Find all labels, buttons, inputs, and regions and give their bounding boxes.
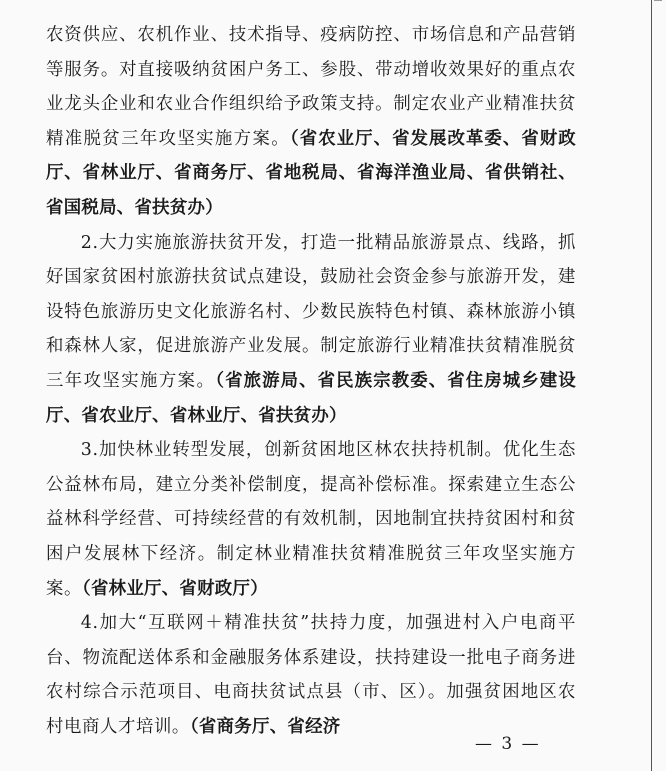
paragraph-text: 2.大力实施旅游扶贫开发，打造一批精品旅游景点、线路，抓好国家贫困村旅游扶贫试点建设，鼓励社会资金参与旅游开发，建设特色旅游历史文化旅游名村、少数民族特色村镇、森林旅游小镇和森林人家，促进旅游产业发展。制定旅游行业精准扶贫精准脱贫三年攻坚实施方案。 bbox=[46, 232, 576, 391]
responsible-agencies: （省旅游局、省民族宗教委、省住房城乡建设厅、省农业厅、省林业厅、省扶贫办） bbox=[46, 370, 576, 426]
page-edge bbox=[651, 0, 652, 771]
responsible-agencies: （省农业厅、省发展改革委、省财政厅、省林业厅、省商务厅、省地税局、省海洋渔业局、省供销社、省国税局、省扶贫办） bbox=[46, 128, 576, 218]
paragraph-text: 4.加大“互联网＋精准扶贫”扶持力度，加强进村入户电商平台、物流配送体系和金融服务体系建设，扶持建设一批电子商务进农村综合示范项目、电商扶贫试点县（市、区）。加强贫困地区农村电商人才培训。 bbox=[46, 613, 576, 737]
responsible-agencies: （省商务厅、省经济 bbox=[189, 716, 341, 737]
paragraph-4 bbox=[46, 606, 576, 744]
paragraph-2 bbox=[46, 226, 576, 434]
paragraph-1 bbox=[46, 18, 576, 226]
page-corner bbox=[654, 0, 662, 9]
paragraph-text: 3.加快林业转型发展，创新贫困地区林农扶持机制。优化生态公益林布局，建立分类补偿制度，提高补偿标准。探索建立生态公益林科学经营、可持续经营的有效机制，因地制宜扶持贫困村和贫困户发展林下经济。制定林业精准扶贫精准脱贫三年攻坚实施方案。 bbox=[46, 440, 576, 599]
paragraph-text: 农资供应、农机作业、技术指导、疫病防控、市场信息和产品营销等服务。对直接吸纳贫困户务工、参股、带动增收效果好的重点农业龙头企业和农业合作组织给予政策支持。制定农业产业精准扶贫精准脱贫三年攻坚实施方案。 bbox=[46, 25, 576, 149]
page-number: — 3 — bbox=[475, 734, 541, 754]
paragraph-3 bbox=[46, 433, 576, 606]
document-body bbox=[46, 18, 576, 744]
responsible-agencies: （省林业厅、省财政厅） bbox=[81, 578, 268, 599]
